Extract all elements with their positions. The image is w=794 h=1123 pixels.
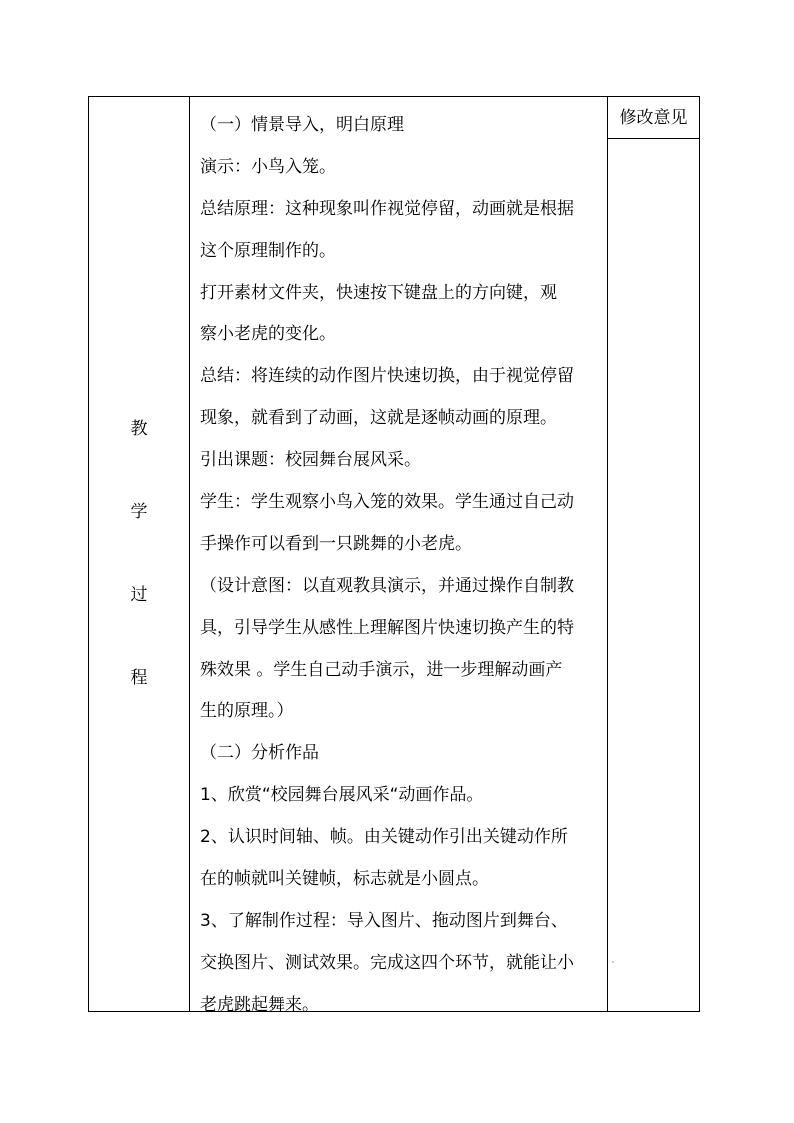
content-line: （二）分析作品 [200,743,319,764]
content-line: （一）情景导入，明白原理 [200,115,404,135]
content-line: 这个原理制作的。 [200,240,336,261]
remark-column [608,97,699,1011]
content-line: （设计意图：以直观教具演示，并通过操作自制教 [200,575,574,596]
section-label-char: 教 [130,419,148,439]
section-label-char: 程 [130,668,148,688]
content-line: 演示：小鸟入笼。 [200,156,336,177]
content-line: 殊效果 。学生自己动手演示，进一步理解动画产 [200,659,563,680]
content-line: 察小老虎的变化。 [200,324,336,345]
content-line: 交换图片、测试效果。完成这四个环节，就能让小 [200,952,574,973]
content-line: 打开素材文件夹，快速按下键盘上的方向键，观 [200,282,557,303]
content-line: 引出课题：校园舞台展风采。 [200,450,421,471]
lesson-content [190,97,598,1027]
section-label-char: 过 [130,585,148,605]
content-line: 3、了解制作过程：导入图片、拖动图片到舞台、 [200,910,568,931]
content-line: 生的原理。） [200,701,294,722]
content-line: 总结原理：这种现象叫作视觉停留，动画就是根据 [200,198,574,219]
section-label-char: 学 [130,502,148,522]
section-label-column [89,97,190,1011]
content-line: 现象，就看到了动画，这就是逐帧动画的原理。 [200,408,557,429]
content-line: 学生：学生观察小鸟入笼的效果。学生通过自己动 [200,492,574,513]
lesson-table [88,96,700,1015]
content-line: 在的帧就叫关键帧，标志就是小圆点。 [200,869,489,890]
remark-header: 修改意见 [608,97,699,139]
content-line: 老虎跳起舞来。 [200,994,319,1015]
content-column [190,97,608,1015]
content-line: 总结：将连续的动作图片快速切换，由于视觉停留 [200,366,574,387]
speck-mark [612,961,614,963]
content-line: 1、欣赏“校园舞台展风采“动画作品。 [200,785,484,806]
content-line: 手操作可以看到一只跳舞的小老虎。 [200,533,472,554]
content-line: 2、认识时间轴、帧。由关键动作引出关键动作所 [200,827,568,848]
content-line: 具，引导学生从感性上理解图片快速切换产生的特 [200,617,574,638]
